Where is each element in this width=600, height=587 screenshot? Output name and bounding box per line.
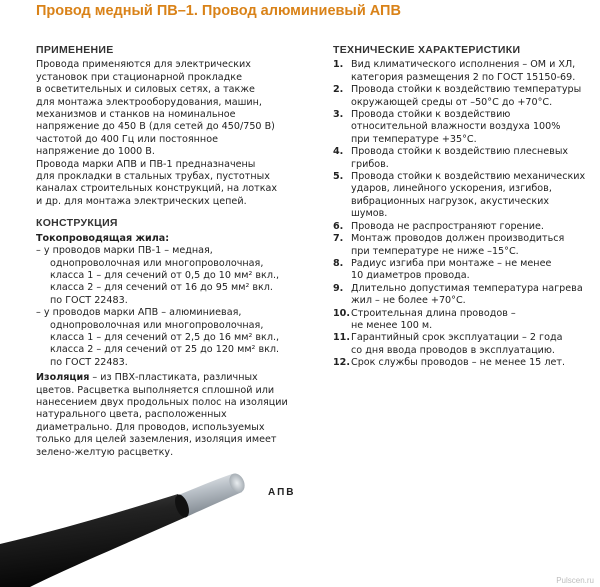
insulation-text: – из ПВХ-пластиката, различных цветов. Расцветка выполняется сплошной или нанесением двух продольных полос на изоляции натурального цвета, расположенных диаметрально. Для проводов, используемых только для целей заземления, изоляция имеет зелено-желтую расцветку.: [36, 372, 288, 458]
list-item: [333, 109, 595, 146]
item-text: Монтаж проводов должен производиться при температуре не ниже –15°С.: [351, 233, 565, 257]
list-item: [333, 258, 595, 283]
item-number: 3.: [333, 109, 344, 121]
list-item: [333, 283, 595, 308]
item-text: Длительно допустимая температура нагрева жил – не более +70°С.: [351, 282, 583, 307]
apv-label: АПВ: [268, 487, 296, 498]
item-number: 6.: [333, 220, 344, 232]
list-item: [333, 171, 595, 221]
item-number: 2.: [333, 84, 344, 96]
item-text: Радиус изгиба при монтаже – не менее 10 диаметров провода.: [351, 257, 552, 282]
cable-illustration: [0, 462, 260, 587]
right-column: [333, 44, 595, 370]
item-text: Строительная длина проводов – не менее 100 м.: [351, 307, 516, 331]
list-item: [333, 84, 595, 109]
specs-heading: ТЕХНИЧЕСКИЕ ХАРАКТЕРИСТИКИ: [333, 44, 521, 56]
item-number: 1.: [333, 59, 344, 71]
list-item: [333, 357, 595, 369]
page-title: Провод медный ПВ–1. Провод алюминиевый АПВ: [36, 3, 401, 19]
item-text: Провода стойки к воздействию температуры окружающей среды от –50°С до +70°С.: [351, 84, 582, 108]
left-column: [36, 44, 326, 459]
item-text: Срок службы проводов – не менее 15 лет.: [351, 357, 565, 369]
item-text: Гарантийный срок эксплуатации – 2 года со дня ввода проводов в эксплуатацию.: [351, 332, 563, 356]
item-number: 11.: [333, 332, 350, 344]
item-text: Провода стойки к воздействию плесневых грибов.: [351, 146, 569, 170]
application-heading: ПРИМЕНЕНИЕ: [36, 44, 114, 56]
item-number: 5.: [333, 171, 344, 183]
list-item: [333, 221, 595, 233]
specs-list: [333, 59, 595, 369]
cable-jacket: [0, 494, 186, 587]
core-heading: Токопроводящая жила:: [36, 232, 170, 244]
watermark: Pulscen.ru: [556, 576, 594, 585]
application-text: Провода применяются для электрических установок при стационарной прокладке в осветительных и силовых сетях, а также для монтажа электрооборудования, машин, механизмов и станков на номинальное напряжение до 450 В (для сетей до 450/750 В) частотой до 400 Гц или постоянное напряжение до 1000 В. Провода марки АПВ и ПВ-1 предназначены для прокладки в стальных трубах, пустотных каналах строительных конструкций, на лотках и др. для монтажа электрических цепей.: [36, 59, 278, 207]
item-number: 10.: [333, 307, 350, 319]
item-number: 9.: [333, 282, 344, 294]
insulation-label: Изоляция: [36, 372, 90, 384]
item-text: Провода не распространяют горение.: [351, 220, 544, 232]
list-item: [333, 146, 595, 171]
item-number: 12.: [333, 357, 350, 369]
list-item: [333, 308, 595, 333]
list-item: [333, 233, 595, 258]
item-number: 7.: [333, 233, 344, 245]
core-bullet-pv1: – у проводов марки ПВ-1 – медная, однопроволочная или многопроволочная, класса 1 – для сечений от 0,5 до 10 мм² вкл., класса 2 – для сечений от 16 до 95 мм² вкл. по ГОСТ 22483.: [36, 245, 280, 306]
item-text: Провода стойки к воздействию относительной влажности воздуха 100% при температуре +35°С.: [351, 109, 561, 145]
construction-heading: КОНСТРУКЦИЯ: [36, 217, 118, 230]
item-text: Провода стойки к воздействию механических ударов, линейного ускорения, изгибов, вибрационных нагрузок, акустических шумов.: [351, 171, 586, 220]
list-item: [333, 59, 595, 84]
item-number: 4.: [333, 146, 344, 158]
insulation-paragraph: [36, 372, 326, 459]
core-bullet-apv: – у проводов марки АПВ – алюминиевая, однопроволочная или многопроволочная, класса 1 – для сечений от 2,5 до 16 мм² вкл., класса 2 – для сечений от 25 до 120 мм² вкл. по ГОСТ 22483.: [36, 307, 280, 368]
list-item: [333, 332, 595, 357]
item-number: 8.: [333, 257, 344, 269]
item-text: Вид климатического исполнения – ОМ и ХЛ, категория размещения 2 по ГОСТ 15150-69.: [351, 59, 576, 83]
